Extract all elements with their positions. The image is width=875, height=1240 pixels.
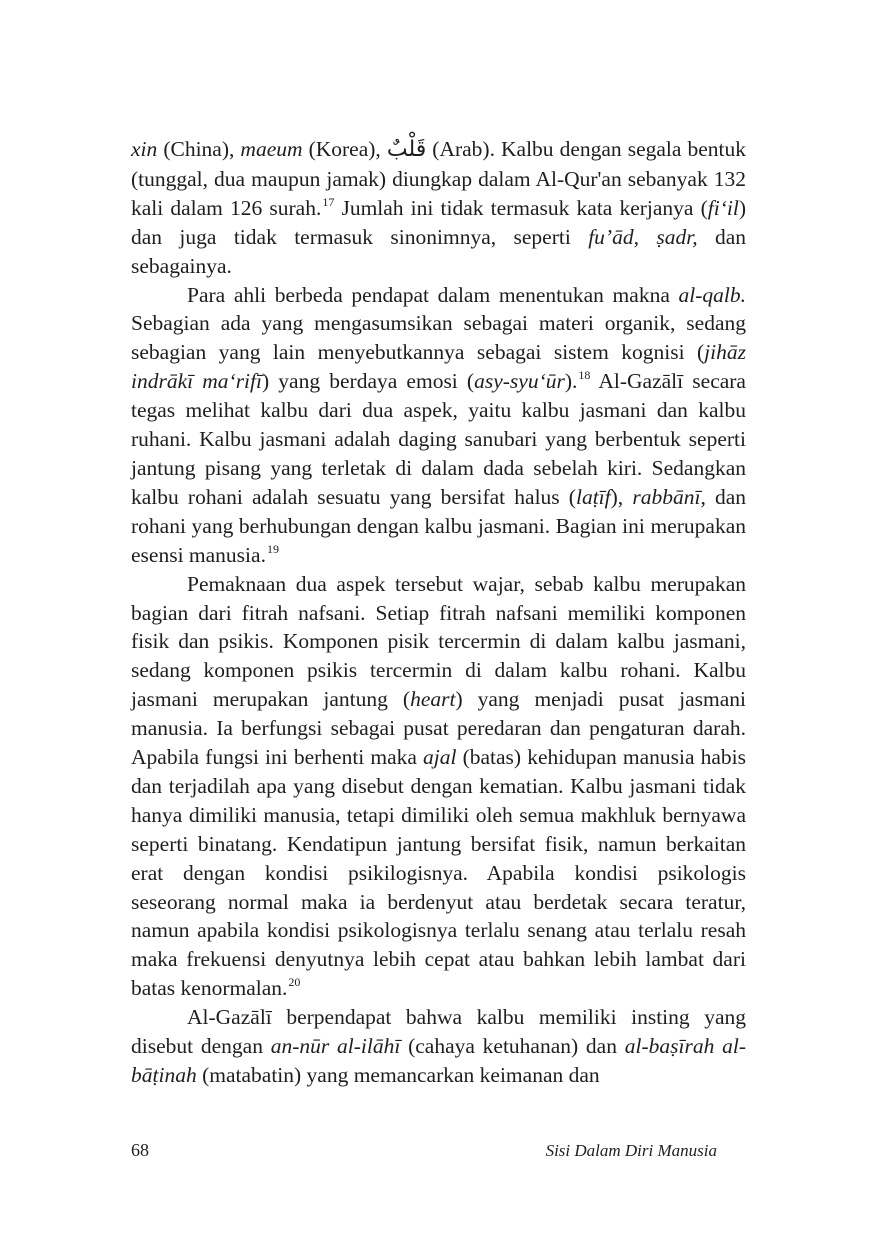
italic-term: al-baṣīrah al-bāṭinah: [131, 1034, 746, 1087]
italic-term: laṭīf: [575, 484, 611, 509]
running-title: Sisi Dalam Diri Manusia: [545, 1141, 717, 1160]
text-run: (batas) kehidupan manusia habis dan terjadilah apa yang disebut dengan kematian. Kalbu jasmani tidak hanya dimiliki manusia, tetapi dimiliki oleh semua makhluk bernyawa seperti binatang. Kendatipun jantung bersifat fisik, namun berkaitan erat dengan kondisi psikilogisnya. Apabila kondisi psikologis seseorang normal maka ia berdenyut atau berdetak secara teratur, namun apabila kondisi psikologisnya terlalu senang atau terlalu resah maka frekuensi denyutnya lebih cepat atau bahkan lebih lambat dari batas kenormalan.: [131, 745, 746, 1001]
text-run: Para ahli berbeda pendapat dalam menentukan makna: [187, 282, 679, 307]
text-run: (China),: [157, 137, 241, 161]
italic-term: al-qalb.: [678, 282, 746, 307]
text-run: ) yang berdaya emosi (: [261, 369, 475, 394]
body-text: [131, 135, 746, 1090]
footnote-ref: 17: [322, 194, 335, 209]
text-run: (Korea),: [302, 137, 387, 161]
italic-term: fu’ād, ṣadr,: [588, 224, 698, 249]
italic-term: rabbānī: [632, 484, 701, 509]
text-run: dan sebagainya.: [131, 224, 747, 278]
paragraph: [131, 1003, 746, 1090]
text-run: Al-Gazālī secara tegas melihat kalbu dari dua aspek, yaitu kalbu jasmani dan kalbu ruhani. Kalbu jasmani adalah daging sanubari yang berbentuk seperti jantung pisang yang terletak di dalam dada sebelah kiri. Sedangkan kalbu rohani adalah sesuatu yang bersifat halus (: [131, 369, 746, 509]
text-run: (cahaya ketuhanan) dan: [400, 1034, 625, 1059]
italic-term: heart: [410, 687, 456, 712]
footnote-ref: 20: [288, 975, 301, 990]
italic-term: xin: [131, 137, 158, 161]
arabic-term: قَلْبٌ: [386, 137, 427, 162]
text-run: (Arab). Kalbu dengan segala bentuk (tunggal, dua maupun jamak) diungkap dalam Al-Qur'an sebanyak 132 kali dalam 126 surah.: [131, 137, 746, 220]
paragraph: [131, 135, 746, 281]
italic-term: jihāz indrākī ma‘rifī: [131, 340, 746, 394]
text-run: Al-Gazālī berpendapat bahwa kalbu memiliki insting yang disebut dengan: [131, 1005, 746, 1059]
text-run: Jumlah ini tidak termasuk kata kerjanya (: [334, 195, 708, 220]
text-run: Pemaknaan dua aspek tersebut wajar, sebab kalbu merupakan bagian dari fitrah nafsani. Setiap fitrah nafsani memiliki komponen fisik dan psikis. Komponen pisik tercermin di dalam kalbu jasmani, sedang komponen psikis tercermin di dalam kalbu rohani. Kalbu jasmani merupakan jantung (: [131, 571, 746, 712]
text-run: ) dan juga tidak termasuk sinonimnya, seperti: [131, 195, 746, 249]
text-run: Sebagian ada yang mengasumsikan sebagai materi organik, sedang sebagian yang lain menyebutkannya sebagai sistem kognisi (: [131, 311, 746, 365]
text-run: (matabatin) yang memancarkan keimanan dan: [196, 1063, 600, 1087]
paragraph: [131, 570, 746, 1004]
page-number: 68: [131, 1140, 149, 1160]
italic-term: an-nūr al-ilāhī: [270, 1034, 401, 1059]
italic-term: maeum: [240, 137, 303, 161]
italic-term: fi‘il: [707, 195, 739, 220]
text-run: ) yang menjadi pusat jasmani manusia. Ia berfungsi sebagai pusat peredaran dan pengaturan darah. Apabila fungsi ini berhenti maka: [131, 687, 746, 770]
text-run: ).: [564, 369, 578, 394]
footnote-ref: 19: [266, 541, 279, 556]
text-run: , dan rohani yang berhubungan dengan kalbu jasmani. Bagian ini merupakan esensi manusia.: [131, 484, 747, 567]
italic-term: ajal: [423, 745, 457, 770]
italic-term: asy-syu‘ūr: [474, 369, 565, 394]
paragraph: [131, 281, 746, 570]
text-run: ),: [610, 484, 633, 509]
footnote-ref: 18: [578, 368, 591, 383]
